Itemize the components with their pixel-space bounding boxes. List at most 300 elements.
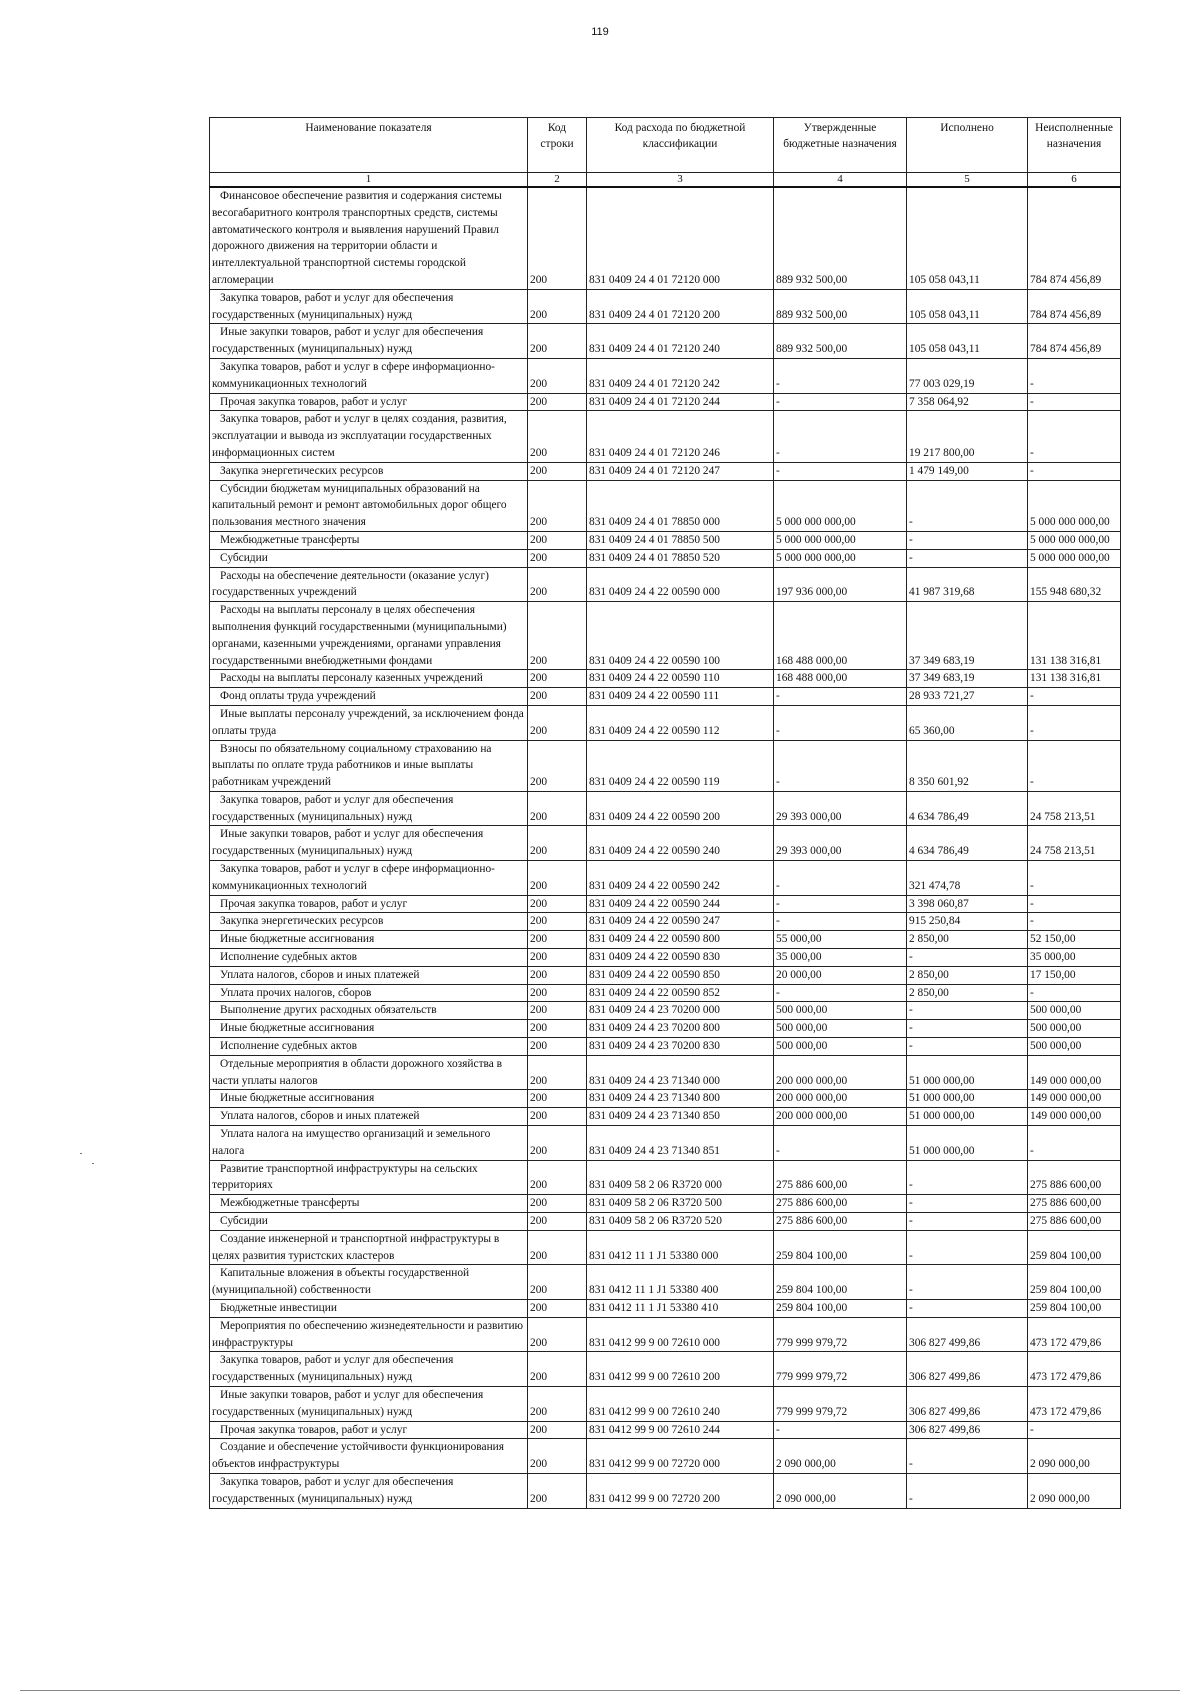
cell-executed: -	[907, 1265, 1028, 1300]
column-number: 2	[528, 173, 587, 188]
cell-approved: -	[774, 411, 907, 462]
cell-unexecuted: 784 874 456,89	[1028, 324, 1121, 359]
cell-indicator-name: Финансовое обеспечение развития и содержания системы весогабаритного контроля транспортных средств, системы автоматического контроля и выявления нарушений Правил дорожного движения на территории области и интеллектуальной транспортной системы городской агломерации	[210, 187, 528, 289]
cell-indicator-name: Прочая закупка товаров, работ и услуг	[210, 1421, 528, 1439]
cell-line-code: 200	[528, 602, 587, 670]
cell-indicator-name: Фонд оплаты труда учреждений	[210, 688, 528, 706]
cell-unexecuted: -	[1028, 740, 1121, 791]
scan-edge-line	[20, 1690, 1180, 1691]
cell-executed: -	[907, 1038, 1028, 1056]
cell-expense-code: 831 0409 24 4 22 00590 119	[587, 740, 774, 791]
cell-indicator-name: Закупка энергетических ресурсов	[210, 462, 528, 480]
cell-approved: -	[774, 740, 907, 791]
cell-expense-code: 831 0409 24 4 23 70200 800	[587, 1020, 774, 1038]
cell-approved: -	[774, 688, 907, 706]
cell-indicator-name: Исполнение судебных актов	[210, 949, 528, 967]
cell-executed: -	[907, 1160, 1028, 1195]
cell-approved: 500 000,00	[774, 1020, 907, 1038]
cell-executed: 4 634 786,49	[907, 791, 1028, 826]
cell-expense-code: 831 0409 24 4 22 00590 242	[587, 861, 774, 896]
cell-executed: -	[907, 1473, 1028, 1508]
cell-line-code: 200	[528, 567, 587, 602]
cell-line-code: 200	[528, 462, 587, 480]
cell-approved: 2 090 000,00	[774, 1439, 907, 1474]
cell-executed: 51 000 000,00	[907, 1055, 1028, 1090]
budget-execution-table	[209, 117, 1121, 1509]
cell-indicator-name: Закупка товаров, работ и услуг для обеспечения государственных (муниципальных) нужд	[210, 289, 528, 324]
cell-indicator-name: Прочая закупка товаров, работ и услуг	[210, 393, 528, 411]
cell-executed: 51 000 000,00	[907, 1126, 1028, 1161]
cell-executed: 306 827 499,86	[907, 1386, 1028, 1421]
cell-indicator-name: Создание инженерной и транспортной инфраструктуры в целях развития туристских кластеров	[210, 1230, 528, 1265]
cell-unexecuted: 131 138 316,81	[1028, 602, 1121, 670]
cell-executed: -	[907, 1230, 1028, 1265]
cell-line-code: 200	[528, 791, 587, 826]
cell-expense-code: 831 0409 24 4 01 72120 200	[587, 289, 774, 324]
cell-unexecuted: 5 000 000 000,00	[1028, 480, 1121, 531]
cell-unexecuted: 275 886 600,00	[1028, 1195, 1121, 1213]
cell-line-code: 200	[528, 1160, 587, 1195]
cell-approved: -	[774, 358, 907, 393]
table-row	[210, 949, 1121, 967]
cell-expense-code: 831 0409 58 2 06 R3720 500	[587, 1195, 774, 1213]
cell-expense-code: 831 0409 24 4 22 00590 247	[587, 913, 774, 931]
cell-approved: 779 999 979,72	[774, 1386, 907, 1421]
cell-approved: 55 000,00	[774, 931, 907, 949]
cell-approved: -	[774, 913, 907, 931]
cell-unexecuted: -	[1028, 688, 1121, 706]
cell-executed: 41 987 319,68	[907, 567, 1028, 602]
header-expense-code: Код расхода по бюджетной классификации	[587, 118, 774, 173]
cell-indicator-name: Иные бюджетные ассигнования	[210, 1020, 528, 1038]
cell-unexecuted: 5 000 000 000,00	[1028, 531, 1121, 549]
cell-executed: 3 398 060,87	[907, 895, 1028, 913]
cell-unexecuted: 500 000,00	[1028, 1038, 1121, 1056]
cell-unexecuted: 473 172 479,86	[1028, 1352, 1121, 1387]
cell-expense-code: 831 0409 24 4 22 00590 112	[587, 705, 774, 740]
cell-line-code: 200	[528, 826, 587, 861]
cell-expense-code: 831 0409 24 4 23 71340 851	[587, 1126, 774, 1161]
cell-line-code: 200	[528, 688, 587, 706]
cell-unexecuted: -	[1028, 462, 1121, 480]
table-row	[210, 740, 1121, 791]
cell-approved: -	[774, 861, 907, 896]
table-row	[210, 358, 1121, 393]
cell-approved: 889 932 500,00	[774, 324, 907, 359]
cell-executed: 2 850,00	[907, 966, 1028, 984]
cell-expense-code: 831 0412 99 9 00 72610 244	[587, 1421, 774, 1439]
table-body	[210, 187, 1121, 1508]
table-row	[210, 1213, 1121, 1231]
cell-expense-code: 831 0409 24 4 01 72120 244	[587, 393, 774, 411]
cell-executed: 65 360,00	[907, 705, 1028, 740]
cell-executed: 4 634 786,49	[907, 826, 1028, 861]
cell-executed: 105 058 043,11	[907, 324, 1028, 359]
table-row	[210, 1108, 1121, 1126]
cell-approved: 259 804 100,00	[774, 1230, 907, 1265]
table-row	[210, 1352, 1121, 1387]
cell-approved: 500 000,00	[774, 1002, 907, 1020]
cell-indicator-name: Межбюджетные трансферты	[210, 531, 528, 549]
cell-line-code: 200	[528, 531, 587, 549]
cell-executed: 105 058 043,11	[907, 187, 1028, 289]
cell-expense-code: 831 0409 24 4 23 71340 000	[587, 1055, 774, 1090]
cell-indicator-name: Отдельные мероприятия в области дорожного хозяйства в части уплаты налогов	[210, 1055, 528, 1090]
cell-line-code: 200	[528, 1265, 587, 1300]
cell-line-code: 200	[528, 480, 587, 531]
cell-unexecuted: -	[1028, 1126, 1121, 1161]
cell-approved: 5 000 000 000,00	[774, 480, 907, 531]
cell-unexecuted: 149 000 000,00	[1028, 1090, 1121, 1108]
cell-executed: -	[907, 1195, 1028, 1213]
table-row	[210, 187, 1121, 289]
table-row	[210, 480, 1121, 531]
cell-unexecuted: 500 000,00	[1028, 1002, 1121, 1020]
cell-indicator-name: Субсидии	[210, 1213, 528, 1231]
cell-indicator-name: Уплата налога на имущество организаций и земельного налога	[210, 1126, 528, 1161]
cell-unexecuted: -	[1028, 895, 1121, 913]
table-row	[210, 549, 1121, 567]
page-number: 119	[591, 26, 609, 38]
cell-expense-code: 831 0412 99 9 00 72610 200	[587, 1352, 774, 1387]
table-row	[210, 1421, 1121, 1439]
table-row	[210, 1300, 1121, 1318]
cell-approved: 5 000 000 000,00	[774, 531, 907, 549]
cell-executed: 2 850,00	[907, 931, 1028, 949]
table-row	[210, 1439, 1121, 1474]
cell-expense-code: 831 0412 99 9 00 72610 240	[587, 1386, 774, 1421]
cell-expense-code: 831 0409 24 4 01 72120 246	[587, 411, 774, 462]
cell-line-code: 200	[528, 1020, 587, 1038]
cell-indicator-name: Уплата налогов, сборов и иных платежей	[210, 1108, 528, 1126]
cell-indicator-name: Иные бюджетные ассигнования	[210, 1090, 528, 1108]
table-row	[210, 289, 1121, 324]
table-row	[210, 895, 1121, 913]
table-row	[210, 931, 1121, 949]
cell-approved: -	[774, 895, 907, 913]
cell-indicator-name: Расходы на выплаты персоналу в целях обеспечения выполнения функций государственными (муниципальными) органами, казенными учреждениями, органами управления государственными внебюджетными фондами	[210, 602, 528, 670]
cell-line-code: 200	[528, 740, 587, 791]
cell-unexecuted: -	[1028, 861, 1121, 896]
cell-expense-code: 831 0409 24 4 01 78850 520	[587, 549, 774, 567]
cell-indicator-name: Создание и обеспечение устойчивости функционирования объектов инфраструктуры	[210, 1439, 528, 1474]
cell-indicator-name: Бюджетные инвестиции	[210, 1300, 528, 1318]
cell-expense-code: 831 0409 24 4 22 00590 800	[587, 931, 774, 949]
cell-unexecuted: 275 886 600,00	[1028, 1213, 1121, 1231]
cell-approved: 35 000,00	[774, 949, 907, 967]
cell-expense-code: 831 0409 24 4 22 00590 852	[587, 984, 774, 1002]
cell-approved: 889 932 500,00	[774, 187, 907, 289]
column-number: 1	[210, 173, 528, 188]
cell-approved: 259 804 100,00	[774, 1300, 907, 1318]
cell-approved: -	[774, 393, 907, 411]
cell-line-code: 200	[528, 895, 587, 913]
cell-executed: 2 850,00	[907, 984, 1028, 1002]
scan-speck	[80, 1153, 82, 1154]
cell-unexecuted: 149 000 000,00	[1028, 1108, 1121, 1126]
cell-expense-code: 831 0409 24 4 01 78850 000	[587, 480, 774, 531]
table-row	[210, 1090, 1121, 1108]
table-row	[210, 913, 1121, 931]
cell-line-code: 200	[528, 1038, 587, 1056]
cell-indicator-name: Межбюджетные трансферты	[210, 1195, 528, 1213]
cell-expense-code: 831 0409 24 4 22 00590 240	[587, 826, 774, 861]
cell-unexecuted: 24 758 213,51	[1028, 826, 1121, 861]
header-indicator-name: Наименование показателя	[210, 118, 528, 173]
cell-indicator-name: Иные закупки товаров, работ и услуг для обеспечения государственных (муниципальных) нужд	[210, 1386, 528, 1421]
table-row	[210, 1386, 1121, 1421]
cell-expense-code: 831 0409 24 4 23 71340 800	[587, 1090, 774, 1108]
cell-line-code: 200	[528, 324, 587, 359]
cell-executed: 37 349 683,19	[907, 670, 1028, 688]
cell-approved: 275 886 600,00	[774, 1160, 907, 1195]
cell-expense-code: 831 0409 24 4 01 72120 240	[587, 324, 774, 359]
table-row	[210, 791, 1121, 826]
cell-executed: -	[907, 1439, 1028, 1474]
cell-line-code: 200	[528, 670, 587, 688]
cell-indicator-name: Расходы на обеспечение деятельности (оказание услуг) государственных учреждений	[210, 567, 528, 602]
cell-unexecuted: -	[1028, 411, 1121, 462]
cell-approved: 200 000 000,00	[774, 1090, 907, 1108]
cell-unexecuted: 2 090 000,00	[1028, 1473, 1121, 1508]
cell-indicator-name: Закупка энергетических ресурсов	[210, 913, 528, 931]
cell-executed: 28 933 721,27	[907, 688, 1028, 706]
cell-approved: -	[774, 1421, 907, 1439]
cell-approved: 275 886 600,00	[774, 1213, 907, 1231]
cell-approved: 197 936 000,00	[774, 567, 907, 602]
cell-unexecuted: 500 000,00	[1028, 1020, 1121, 1038]
cell-approved: -	[774, 1126, 907, 1161]
cell-approved: 29 393 000,00	[774, 791, 907, 826]
table-row	[210, 1317, 1121, 1352]
cell-approved: 779 999 979,72	[774, 1352, 907, 1387]
cell-unexecuted: -	[1028, 913, 1121, 931]
cell-unexecuted: 259 804 100,00	[1028, 1230, 1121, 1265]
cell-executed: 105 058 043,11	[907, 289, 1028, 324]
cell-approved: 29 393 000,00	[774, 826, 907, 861]
cell-unexecuted: 473 172 479,86	[1028, 1386, 1121, 1421]
cell-unexecuted: 155 948 680,32	[1028, 567, 1121, 602]
column-number-row	[210, 173, 1121, 188]
cell-indicator-name: Иные бюджетные ассигнования	[210, 931, 528, 949]
cell-line-code: 200	[528, 966, 587, 984]
table-row	[210, 1230, 1121, 1265]
cell-approved: 500 000,00	[774, 1038, 907, 1056]
cell-line-code: 200	[528, 1126, 587, 1161]
cell-approved: 779 999 979,72	[774, 1317, 907, 1352]
cell-expense-code: 831 0409 58 2 06 R3720 000	[587, 1160, 774, 1195]
cell-expense-code: 831 0409 24 4 22 00590 200	[587, 791, 774, 826]
scan-speck	[92, 1163, 94, 1164]
cell-line-code: 200	[528, 1352, 587, 1387]
cell-unexecuted: 784 874 456,89	[1028, 289, 1121, 324]
cell-executed: 7 358 064,92	[907, 393, 1028, 411]
cell-line-code: 200	[528, 931, 587, 949]
cell-line-code: 200	[528, 861, 587, 896]
table-row	[210, 1002, 1121, 1020]
cell-approved: 5 000 000 000,00	[774, 549, 907, 567]
cell-expense-code: 831 0412 11 1 J1 53380 400	[587, 1265, 774, 1300]
cell-indicator-name: Закупка товаров, работ и услуг в целях создания, развития, эксплуатации и вывода из эксплуатации государственных информационных систем	[210, 411, 528, 462]
cell-indicator-name: Выполнение других расходных обязательств	[210, 1002, 528, 1020]
cell-expense-code: 831 0409 58 2 06 R3720 520	[587, 1213, 774, 1231]
table-row	[210, 826, 1121, 861]
cell-unexecuted: 17 150,00	[1028, 966, 1121, 984]
cell-executed: 19 217 800,00	[907, 411, 1028, 462]
table-row	[210, 567, 1121, 602]
cell-expense-code: 831 0412 99 9 00 72720 000	[587, 1439, 774, 1474]
table-row	[210, 1265, 1121, 1300]
cell-unexecuted: -	[1028, 358, 1121, 393]
cell-line-code: 200	[528, 549, 587, 567]
cell-expense-code: 831 0409 24 4 23 70200 000	[587, 1002, 774, 1020]
table-row	[210, 1038, 1121, 1056]
cell-executed: 1 479 149,00	[907, 462, 1028, 480]
cell-line-code: 200	[528, 1300, 587, 1318]
cell-unexecuted: -	[1028, 705, 1121, 740]
cell-indicator-name: Закупка товаров, работ и услуг для обеспечения государственных (муниципальных) нужд	[210, 1352, 528, 1387]
table-row	[210, 1126, 1121, 1161]
cell-line-code: 200	[528, 1002, 587, 1020]
cell-executed: 306 827 499,86	[907, 1317, 1028, 1352]
cell-line-code: 200	[528, 1213, 587, 1231]
cell-line-code: 200	[528, 705, 587, 740]
cell-unexecuted: 473 172 479,86	[1028, 1317, 1121, 1352]
table-row	[210, 1160, 1121, 1195]
cell-approved: 168 488 000,00	[774, 602, 907, 670]
cell-indicator-name: Развитие транспортной инфраструктуры на сельских территориях	[210, 1160, 528, 1195]
table-row	[210, 602, 1121, 670]
cell-indicator-name: Закупка товаров, работ и услуг для обеспечения государственных (муниципальных) нужд	[210, 1473, 528, 1508]
cell-expense-code: 831 0409 24 4 22 00590 244	[587, 895, 774, 913]
cell-line-code: 200	[528, 1090, 587, 1108]
cell-approved: -	[774, 984, 907, 1002]
cell-indicator-name: Иные закупки товаров, работ и услуг для обеспечения государственных (муниципальных) нужд	[210, 324, 528, 359]
table-row	[210, 1195, 1121, 1213]
cell-executed: 306 827 499,86	[907, 1421, 1028, 1439]
column-number: 3	[587, 173, 774, 188]
cell-unexecuted: 35 000,00	[1028, 949, 1121, 967]
cell-unexecuted: 131 138 316,81	[1028, 670, 1121, 688]
cell-unexecuted: 52 150,00	[1028, 931, 1121, 949]
cell-expense-code: 831 0409 24 4 01 78850 500	[587, 531, 774, 549]
cell-approved: 200 000 000,00	[774, 1108, 907, 1126]
cell-expense-code: 831 0409 24 4 23 70200 830	[587, 1038, 774, 1056]
cell-executed: -	[907, 1002, 1028, 1020]
header-row	[210, 118, 1121, 173]
header-unexecuted: Неисполненные назначения	[1028, 118, 1121, 173]
cell-expense-code: 831 0409 24 4 01 72120 247	[587, 462, 774, 480]
cell-indicator-name: Уплата налогов, сборов и иных платежей	[210, 966, 528, 984]
table-row	[210, 670, 1121, 688]
cell-approved: 259 804 100,00	[774, 1265, 907, 1300]
header-approved: Утвержденные бюджетные назначения	[774, 118, 907, 173]
cell-expense-code: 831 0409 24 4 22 00590 110	[587, 670, 774, 688]
table-row	[210, 531, 1121, 549]
header-line-code: Код строки	[528, 118, 587, 173]
cell-expense-code: 831 0412 99 9 00 72720 200	[587, 1473, 774, 1508]
cell-indicator-name: Субсидии	[210, 549, 528, 567]
cell-executed: 51 000 000,00	[907, 1090, 1028, 1108]
cell-unexecuted: 24 758 213,51	[1028, 791, 1121, 826]
cell-executed: 321 474,78	[907, 861, 1028, 896]
cell-expense-code: 831 0409 24 4 22 00590 000	[587, 567, 774, 602]
cell-unexecuted: -	[1028, 984, 1121, 1002]
cell-indicator-name: Закупка товаров, работ и услуг в сфере информационно-коммуникационных технологий	[210, 861, 528, 896]
cell-line-code: 200	[528, 913, 587, 931]
cell-executed: -	[907, 531, 1028, 549]
cell-unexecuted: 149 000 000,00	[1028, 1055, 1121, 1090]
cell-expense-code: 831 0409 24 4 22 00590 100	[587, 602, 774, 670]
cell-indicator-name: Иные выплаты персоналу учреждений, за исключением фонда оплаты труда	[210, 705, 528, 740]
cell-line-code: 200	[528, 358, 587, 393]
cell-indicator-name: Иные закупки товаров, работ и услуг для обеспечения государственных (муниципальных) нужд	[210, 826, 528, 861]
cell-indicator-name: Исполнение судебных актов	[210, 1038, 528, 1056]
table-row	[210, 1055, 1121, 1090]
cell-indicator-name: Взносы по обязательному социальному страхованию на выплаты по оплате труда работников и иные выплаты работникам учреждений	[210, 740, 528, 791]
cell-approved: 200 000 000,00	[774, 1055, 907, 1090]
cell-line-code: 200	[528, 984, 587, 1002]
cell-approved: 889 932 500,00	[774, 289, 907, 324]
table-row	[210, 705, 1121, 740]
cell-line-code: 200	[528, 289, 587, 324]
cell-expense-code: 831 0409 24 4 23 71340 850	[587, 1108, 774, 1126]
cell-executed: 306 827 499,86	[907, 1352, 1028, 1387]
cell-line-code: 200	[528, 949, 587, 967]
cell-line-code: 200	[528, 1230, 587, 1265]
cell-approved: -	[774, 705, 907, 740]
cell-line-code: 200	[528, 1317, 587, 1352]
header-executed: Исполнено	[907, 118, 1028, 173]
table-row	[210, 1020, 1121, 1038]
cell-approved: -	[774, 462, 907, 480]
cell-expense-code: 831 0412 99 9 00 72610 000	[587, 1317, 774, 1352]
cell-executed: -	[907, 1300, 1028, 1318]
table-row	[210, 462, 1121, 480]
cell-line-code: 200	[528, 1421, 587, 1439]
cell-unexecuted: -	[1028, 1421, 1121, 1439]
cell-approved: 20 000,00	[774, 966, 907, 984]
cell-expense-code: 831 0412 11 1 J1 53380 410	[587, 1300, 774, 1318]
table-row	[210, 1473, 1121, 1508]
cell-executed: 77 003 029,19	[907, 358, 1028, 393]
cell-approved: 275 886 600,00	[774, 1195, 907, 1213]
cell-indicator-name: Мероприятия по обеспечению жизнедеятельности и развитию инфраструктуры	[210, 1317, 528, 1352]
cell-unexecuted: 784 874 456,89	[1028, 187, 1121, 289]
table-row	[210, 984, 1121, 1002]
cell-expense-code: 831 0409 24 4 01 72120 242	[587, 358, 774, 393]
cell-indicator-name: Субсидии бюджетам муниципальных образований на капитальный ремонт и ремонт автомобильных дорог общего пользования местного значения	[210, 480, 528, 531]
cell-indicator-name: Капитальные вложения в объекты государственной (муниципальной) собственности	[210, 1265, 528, 1300]
table-row	[210, 393, 1121, 411]
cell-unexecuted: 259 804 100,00	[1028, 1300, 1121, 1318]
cell-unexecuted: 275 886 600,00	[1028, 1160, 1121, 1195]
cell-line-code: 200	[528, 1439, 587, 1474]
cell-line-code: 200	[528, 1108, 587, 1126]
table-row	[210, 324, 1121, 359]
cell-indicator-name: Расходы на выплаты персоналу казенных учреждений	[210, 670, 528, 688]
cell-executed: 915 250,84	[907, 913, 1028, 931]
cell-line-code: 200	[528, 411, 587, 462]
cell-approved: 168 488 000,00	[774, 670, 907, 688]
cell-indicator-name: Закупка товаров, работ и услуг для обеспечения государственных (муниципальных) нужд	[210, 791, 528, 826]
cell-unexecuted: 5 000 000 000,00	[1028, 549, 1121, 567]
column-number: 4	[774, 173, 907, 188]
cell-unexecuted: -	[1028, 393, 1121, 411]
cell-executed: 8 350 601,92	[907, 740, 1028, 791]
table-row	[210, 861, 1121, 896]
cell-unexecuted: 2 090 000,00	[1028, 1439, 1121, 1474]
